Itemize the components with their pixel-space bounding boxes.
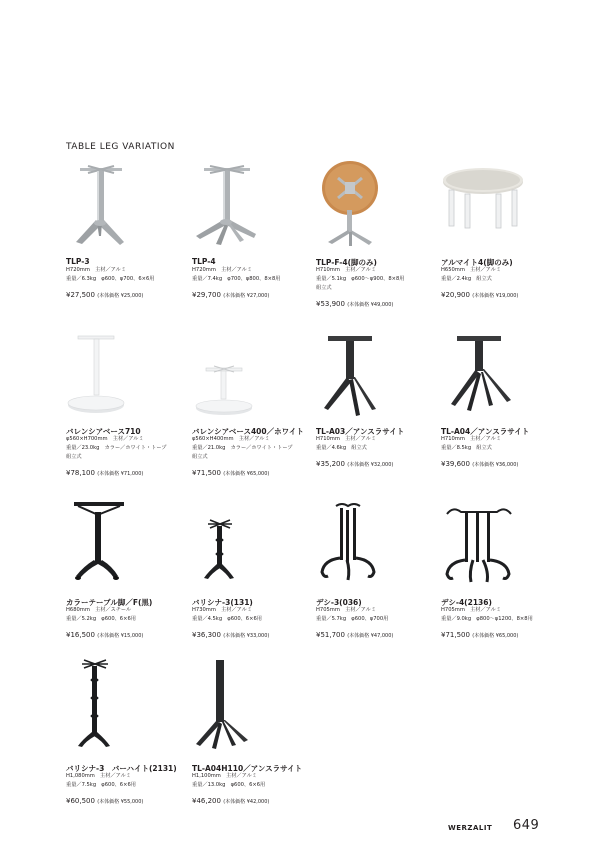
product-spec-line: H705mm 主材／アルミ: [441, 607, 502, 613]
product-spec-line: 組立式: [66, 454, 82, 460]
product-name: TL-A04H110／アンスラサイト: [192, 764, 303, 773]
product-spec-line: 重量／7.4kg φ700、φ800、8×8用: [192, 276, 281, 282]
product-price: ¥27,500 (本体価格 ¥25,000): [66, 291, 144, 299]
product-price: ¥29,700 (本体価格 ¥27,000): [192, 291, 270, 299]
product-spec-line: H710mm 主材／アルミ: [441, 436, 502, 442]
product-price: ¥35,200 (本体価格 ¥32,000): [316, 460, 394, 468]
product-spec-line: φ560×H700mm 主材／アルミ: [66, 436, 144, 442]
tall-anthracite-leg-icon: [192, 658, 320, 750]
product-spec-line: H710mm 主材／アルミ: [316, 267, 377, 273]
product-spec-line: H680mm 主材／スチール: [66, 607, 132, 613]
section-title: TABLE LEG VARIATION: [66, 142, 175, 152]
product-price: ¥20,900 (本体価格 ¥19,000): [441, 291, 519, 299]
product-spec-line: 重量／4.6kg 組立式: [316, 445, 367, 451]
scroll-four-leg-icon: [441, 500, 569, 586]
product-spec-line: 重量／5.1kg φ600〜φ900、8×8用: [316, 276, 405, 282]
product-spec-line: 重量／9.0kg φ800〜φ1200、8×8用: [441, 616, 533, 622]
product-name: デシ-3(036): [316, 598, 362, 607]
product-price: ¥39,600 (本体価格 ¥36,000): [441, 460, 519, 468]
product-spec-line: 重量／5.7kg φ600、φ700用: [316, 616, 389, 622]
product-spec-line: 重量／2.4kg 組立式: [441, 276, 492, 282]
product-price: ¥71,500 (本体価格 ¥65,000): [441, 631, 519, 639]
product-name: アルマイト4(脚のみ): [441, 258, 513, 267]
anthracite-three-leg-icon: [316, 332, 444, 420]
product-name: バレンシアベース400／ホワイト: [192, 427, 304, 436]
product-spec-line: H650mm 主材／アルミ: [441, 267, 502, 273]
product-spec-line: 重量／7.5kg φ600、6×6用: [66, 782, 136, 788]
white-disc-base-icon: [66, 332, 194, 416]
product-price: ¥71,500 (本体価格 ¥65,000): [192, 469, 270, 477]
product-name: TL-A04／アンスラサイト: [441, 427, 530, 436]
folding-leg-with-wood-top-icon: [316, 160, 444, 248]
product-name: バリシナ-3(131): [192, 598, 253, 607]
ornate-black-leg-icon: [192, 500, 320, 586]
product-name: カラーテーブル脚／F(黒): [66, 598, 153, 607]
product-spec-line: H705mm 主材／アルミ: [316, 607, 377, 613]
tripod-aluminum-leg-icon: [66, 160, 194, 248]
product-spec-line: H730mm 主材／アルミ: [192, 607, 253, 613]
product-spec-line: H720mm 主材／アルミ: [66, 267, 127, 273]
black-steel-leg-icon: [66, 500, 194, 586]
product-price: ¥53,900 (本体価格 ¥49,000): [316, 300, 394, 308]
product-name: TL-A03／アンスラサイト: [316, 427, 405, 436]
product-name: TLP-3: [66, 257, 90, 266]
scroll-three-leg-icon: [316, 500, 444, 586]
product-spec-line: H1,080mm 主材／アルミ: [66, 773, 131, 779]
product-spec-line: 組立式: [316, 285, 332, 291]
product-name: デシ-4(2136): [441, 598, 492, 607]
product-name: バレンシアベース710: [66, 427, 141, 436]
product-spec-line: 重量／23.0kg カラー／ホワイト・トープ: [66, 445, 167, 451]
product-spec-line: H710mm 主材／アルミ: [316, 436, 377, 442]
product-spec-line: 重量／5.2kg φ600、6×6用: [66, 616, 136, 622]
product-price: ¥51,700 (本体価格 ¥47,000): [316, 631, 394, 639]
product-spec-line: 重量／8.5kg 組立式: [441, 445, 492, 451]
product-spec-line: φ560×H400mm 主材／アルミ: [192, 436, 270, 442]
product-price: ¥46,200 (本体価格 ¥42,000): [192, 797, 270, 805]
product-spec-line: H1,100mm 主材／アルミ: [192, 773, 257, 779]
four-foot-aluminum-leg-icon: [192, 160, 320, 248]
brand-name: WERZALIT: [448, 824, 493, 832]
product-spec-line: 重量／4.5kg φ600、6×6用: [192, 616, 262, 622]
product-price: ¥60,500 (本体価格 ¥55,000): [66, 797, 144, 805]
low-white-disc-base-icon: [192, 332, 320, 416]
product-spec-line: 重量／13.0kg φ600、6×6用: [192, 782, 266, 788]
product-price: ¥78,100 (本体価格 ¥71,000): [66, 469, 144, 477]
product-spec-line: 重量／21.0kg カラー／ホワイト・トープ: [192, 445, 293, 451]
product-name: TLP-4: [192, 257, 216, 266]
product-spec-line: H720mm 主材／アルミ: [192, 267, 253, 273]
product-name: バリシナ-3 バーハイト(2131): [66, 764, 177, 773]
page-number: 649: [513, 818, 540, 833]
product-price: ¥36,300 (本体価格 ¥33,000): [192, 631, 270, 639]
four-leg-round-table-icon: [441, 160, 569, 248]
product-spec-line: 重量／6.3kg φ600、φ700、6×6用: [66, 276, 155, 282]
anthracite-four-leg-icon: [441, 332, 569, 420]
product-spec-line: 組立式: [192, 454, 208, 460]
product-name: TLP-F-4(脚のみ): [316, 258, 377, 267]
ornate-bar-height-leg-icon: [66, 658, 194, 750]
product-price: ¥16,500 (本体価格 ¥15,000): [66, 631, 144, 639]
